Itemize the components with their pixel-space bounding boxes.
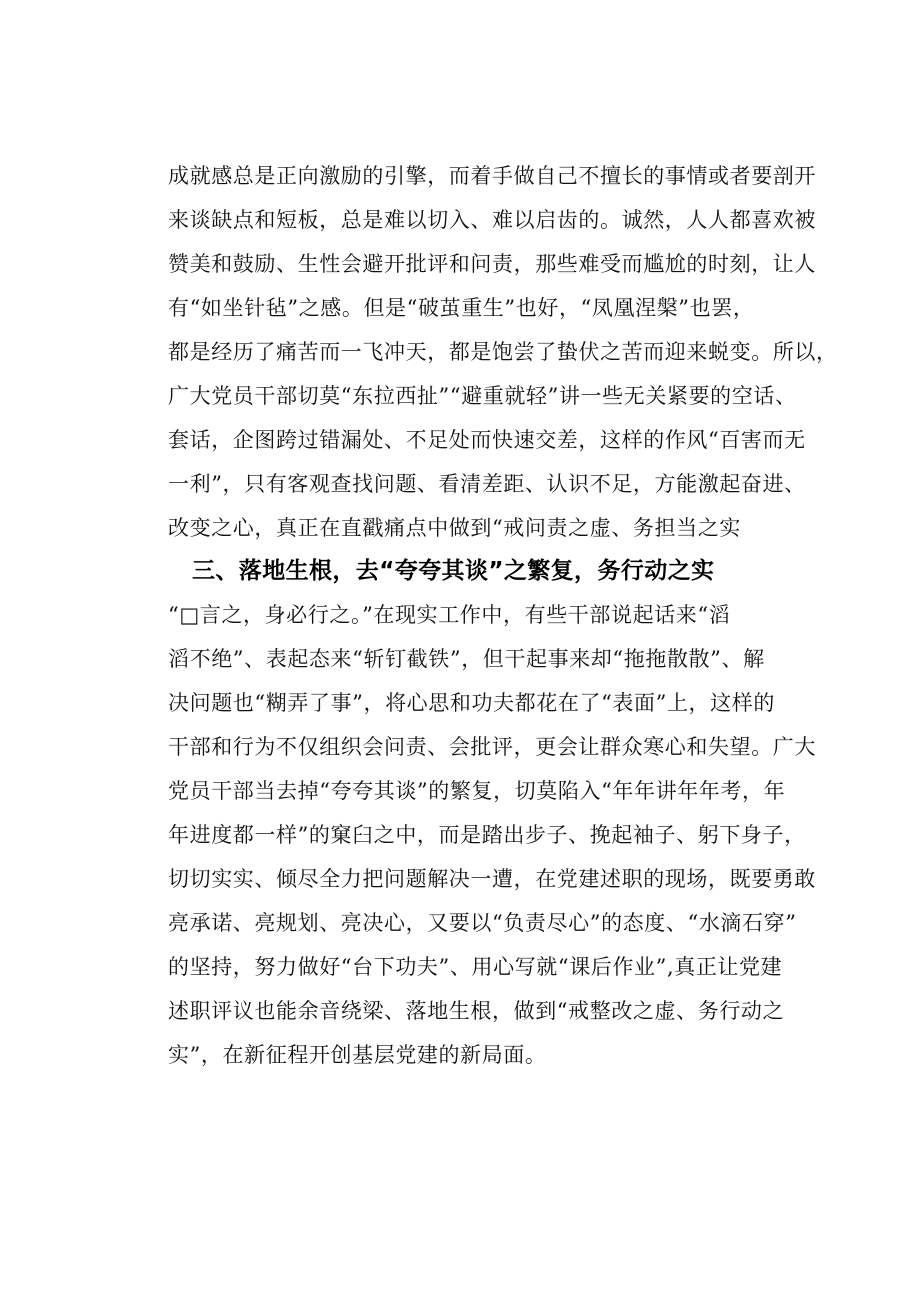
section-heading: 三、落地生根，去“夸夸其谈”之繁复，务行动之实 <box>192 558 715 584</box>
paragraph-line: 亮承诺、亮规划、亮决心，又要以“负责尽心”的态度、“水滴石穿” <box>168 911 797 935</box>
paragraph-line: “□言之，身必行之。”在现实工作中，有些干部说起话来“滔 <box>168 603 731 627</box>
paragraph-line: 改变之心，真正在直戳痛点中做到“戒问责之虚、务担当之实 <box>168 516 741 540</box>
paragraph-line: 成就感总是正向激励的引擎，而着手做自己不擅长的事情或者要剖开 <box>168 164 816 188</box>
paragraph-line: 述职评议也能余音绕梁、落地生根，做到“戒整改之虚、务行动之 <box>168 999 785 1023</box>
paragraph-line: 年进度都一样”的窠臼之中，而是踏出步子、挽起袖子、躬下身子， <box>168 823 806 847</box>
paragraph-line: 实”，在新征程开创基层党建的新局面。 <box>168 1043 547 1067</box>
paragraph-line: 滔不绝”、表起态来“斩钉截铁”，但干起事来却“拖拖散散”、解 <box>168 647 765 671</box>
paragraph-line: 广大党员干部切莫“东拉西扯”“避重就轻”讲一些无关紧要的空话、 <box>168 384 797 408</box>
paragraph-line: 党员干部当去掉“夸夸其谈”的繁复，切莫陷入“年年讲年年考，年 <box>168 779 786 803</box>
paragraph-line: 切切实实、倾尽全力把问题解决一遭，在党建述职的现场，既要勇敢 <box>168 867 816 891</box>
paragraph-line: 的坚持，努力做好“台下功夫”、用心写就“课后作业”,真正让党建 <box>168 955 783 979</box>
paragraph-line: 都是经历了痛苦而一飞冲天，都是饱尝了蛰伏之苦而迎来蜕变。所以， <box>168 340 838 364</box>
paragraph-line: 赞美和鼓励、生性会避开批评和问责，那些难受而尴尬的时刻，让人 <box>168 252 816 276</box>
paragraph-line: 来谈缺点和短板，总是难以切入、难以启齿的。诚然，人人都喜欢被 <box>168 208 816 232</box>
paragraph-line: 一利”，只有客观查找问题、看清差距、认识不足，方能激起奋进、 <box>168 472 806 496</box>
paragraph-line: 有“如坐针毡”之感。但是“破茧重生”也好，“凤凰涅槃”也罢， <box>168 296 755 320</box>
paragraph-line: 决问题也“糊弄了事”，将心思和功夫都花在了“表面”上，这样的 <box>168 691 775 715</box>
paragraph-line: 干部和行为不仅组织会问责、会批评，更会让群众寒心和失望。广大 <box>168 735 816 759</box>
paragraph-line: 套话，企图跨过错漏处、不足处而快速交差，这样的作风“百害而无 <box>168 428 806 452</box>
